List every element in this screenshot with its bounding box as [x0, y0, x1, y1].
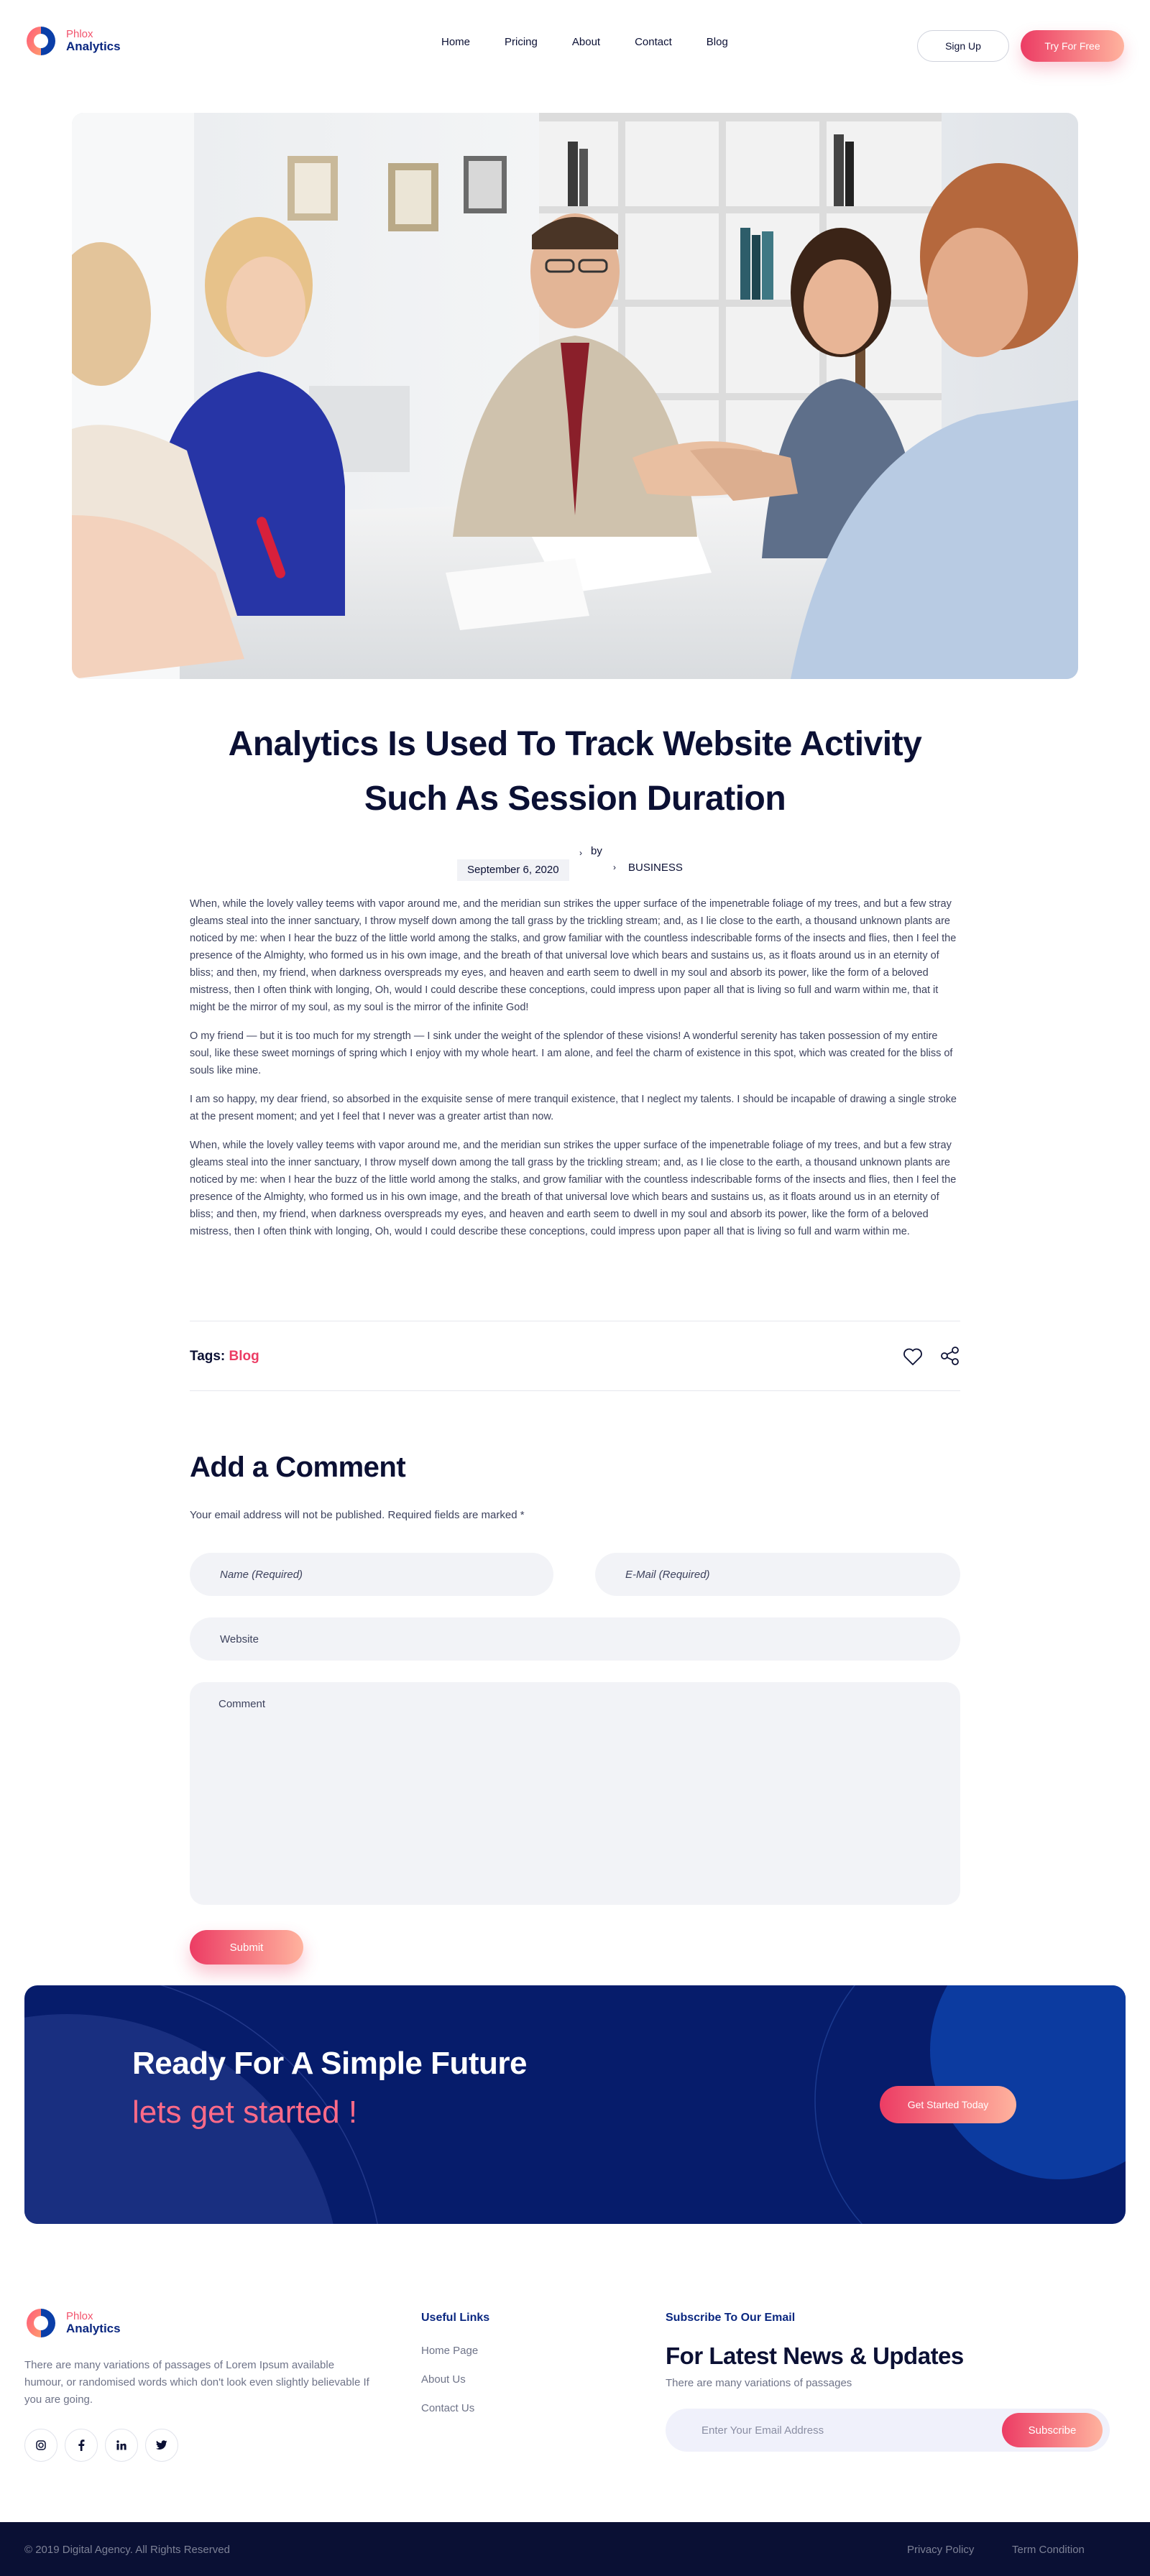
tag-share-bar	[190, 1321, 960, 1391]
get-started-button[interactable]: Get Started Today	[880, 2086, 1016, 2123]
main-nav	[441, 36, 763, 48]
tags-label: Tags:	[190, 1349, 226, 1364]
nav-pricing[interactable]: Pricing	[505, 36, 538, 48]
twitter-icon[interactable]	[145, 2429, 178, 2462]
social-links	[24, 2429, 178, 2462]
site-header	[0, 0, 1150, 89]
cta-subheading: lets get started !	[132, 2095, 358, 2130]
share-icon[interactable]	[940, 1346, 960, 1366]
comment-form-note: Your email address will not be published. Required fields are marked *	[190, 1509, 525, 1521]
article-body	[190, 895, 960, 1252]
article-title: Analytics Is Used To Track Website Activity Such As Session Duration	[228, 725, 922, 818]
logo-mark-icon	[24, 2307, 58, 2340]
instagram-icon[interactable]	[24, 2429, 58, 2462]
logo-name-bottom: Analytics	[66, 39, 121, 53]
logo-name-top: Phlox	[66, 2310, 93, 2323]
footer-link-home[interactable]: Home Page	[421, 2345, 479, 2357]
tags	[190, 1349, 259, 1365]
article-meta	[0, 842, 1150, 892]
cta-heading: Ready For A Simple Future	[132, 2046, 527, 2081]
footer-link-about[interactable]: About Us	[421, 2373, 466, 2386]
footer-description: There are many variations of passages of Lorem Ipsum available humour, or randomised words which don't look even slightly believable If you are going.	[24, 2359, 369, 2406]
email-field[interactable]	[595, 1553, 960, 1596]
nav-blog[interactable]: Blog	[706, 36, 728, 48]
article-paragraph: I am so happy, my dear friend, so absorbed in the exquisite sense of mere tranquil existence, that I neglect my talents. I should be incapable of drawing a single stroke at the present moment; and yet I feel that I never was a greater artist than now.	[190, 1094, 957, 1122]
office-handshake-photo	[72, 113, 1078, 679]
article-paragraph: O my friend — but it is too much for my strength — I sink under the weight of the splendor of these visions! A wonderful serenity has taken possession of my entire soul, like these sweet mornings of spring which I enjoy with my whole heart. I am alone, and feel the charm of existence in this spot, which was created for the bliss of souls like mine.	[190, 1030, 953, 1076]
submit-button[interactable]: Submit	[190, 1930, 303, 1965]
caret-right-icon: ›	[579, 848, 582, 858]
nav-home[interactable]: Home	[441, 36, 471, 48]
meta-by: by	[591, 845, 602, 857]
brand-logo[interactable]	[24, 24, 121, 57]
website-field[interactable]	[190, 1617, 960, 1661]
subscribe-heading: For Latest News & Updates	[666, 2342, 964, 2369]
linkedin-icon[interactable]	[105, 2429, 138, 2462]
nav-about[interactable]: About	[571, 36, 601, 48]
privacy-policy-link[interactable]: Privacy Policy	[907, 2544, 975, 2556]
article-paragraph: When, while the lovely valley teems with vapor around me, and the meridian sun strikes the upper surface of the impenetrable foliage of my trees, and but a few stray gleams steal into the inner sanctuary, I throw myself down among the tall grass by the trickling stream; and, as I lie close to the earth, a thousand unknown plants are noticed by me: when I hear the buzz of the little world among the stalks, and grow familiar with the countless indescribable forms of the insects and flies, then I feel the presence of the Almighty, who formed us in his own image, and the breath of that universal love which bears and sustains us, as it floats around us in an eternity of bliss; and then, my friend, when darkness overspreads my eyes, and heaven and earth seem to dwell in my soul and absorb its power, like the form of a beloved mistress, then I often think with longing, Oh, would I could describe these conceptions, could impress upon paper all that is living so full and warm within me.	[190, 1140, 957, 1237]
subscribe-title: Subscribe To Our Email	[666, 2312, 796, 2324]
nav-contact[interactable]: Contact	[635, 36, 672, 48]
signup-button[interactable]: Sign Up	[917, 30, 1009, 62]
logo-mark-icon	[24, 24, 58, 57]
try-free-button[interactable]: Try For Free	[1021, 30, 1124, 62]
comment-form-title: Add a Comment	[190, 1451, 406, 1483]
subscribe-description: There are many variations of passages	[666, 2377, 852, 2389]
logo-name-top: Phlox	[66, 28, 93, 41]
heart-icon[interactable]	[903, 1347, 923, 1366]
logo-name-bottom: Analytics	[66, 2321, 121, 2335]
copyright-text: © 2019 Digital Agency. All Rights Reserved	[24, 2544, 230, 2556]
tag-link-blog[interactable]: Blog	[229, 1349, 259, 1364]
term-condition-link[interactable]: Term Condition	[1012, 2544, 1085, 2556]
comment-field[interactable]	[190, 1682, 960, 1905]
article-category[interactable]: BUSINESS	[628, 862, 683, 874]
footer-logo[interactable]	[24, 2307, 121, 2340]
name-field[interactable]	[190, 1553, 553, 1596]
subscribe-button[interactable]: Subscribe	[1002, 2413, 1103, 2447]
facebook-icon[interactable]	[65, 2429, 98, 2462]
footer-link-contact[interactable]: Contact Us	[421, 2402, 475, 2414]
hero-image	[72, 113, 1078, 679]
useful-links-title: Useful Links	[421, 2312, 490, 2324]
caret-right-icon: ›	[613, 862, 616, 872]
footer-bottom-bar	[0, 2522, 1150, 2576]
article-date[interactable]: September 6, 2020	[457, 859, 569, 881]
cta-banner	[24, 1985, 1126, 2224]
article-paragraph: When, while the lovely valley teems with vapor around me, and the meridian sun strikes the upper surface of the impenetrable foliage of my trees, and but a few stray gleams steal into the inner sanctuary, I throw myself down among the tall grass by the trickling stream; and, as I lie close to the earth, a thousand unknown plants are noticed by me: when I hear the buzz of the little world among the stalks, and grow familiar with the countless indescribable forms of the insects and flies, then I feel the presence of the Almighty, who formed us in his own image, and the breath of that universal love which bears and sustains us, as it floats around us in an eternity of bliss; and then, my friend, when darkness overspreads my eyes, and heaven and earth seem to dwell in my soul and absorb its power, like the form of a beloved mistress, then I often think with longing, Oh, would I could describe these conceptions, could impress upon paper all that is living so full and warm within me, that it might be the mirror of my soul, as my soul is the mirror of the infinite God!	[190, 898, 957, 1013]
